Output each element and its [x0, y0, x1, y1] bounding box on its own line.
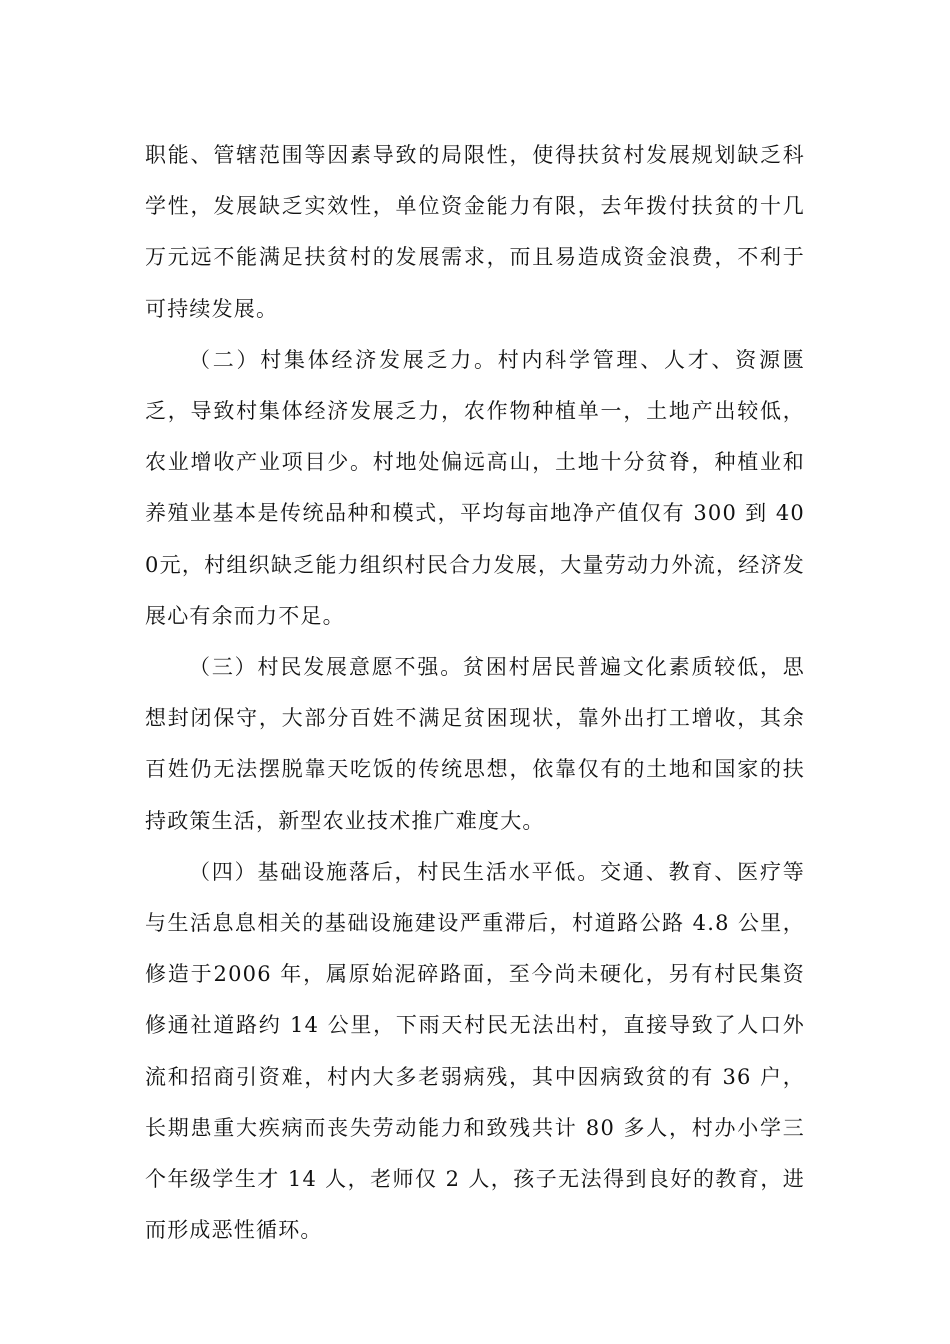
paragraph-continuation: 职能、管辖范围等因素导致的局限性，使得扶贫村发展规划缺乏科学性，发展缺乏实效性，单位资金能力有限，去年拨付扶贫的十几万元远不能满足扶贫村的发展需求，而且易造成资金浪费，不利于可持续发展。 — [145, 143, 805, 321]
document-body — [145, 130, 805, 1256]
paragraph-section-3: （三）村民发展意愿不强。贫困村居民普遍文化素质较低，思想封闭保守，大部分百姓不满足贫困现状，靠外出打工增收，其余百姓仍无法摆脱靠天吃饭的传统思想，依靠仅有的土地和国家的扶持政策生活，新型农业技术推广难度大。 — [145, 655, 805, 833]
paragraph-section-2: （二）村集体经济发展乏力。村内科学管理、人才、资源匮乏，导致村集体经济发展乏力，农作物种植单一，土地产出较低，农业增收产业项目少。村地处偏远高山，土地十分贫脊，种植业和养殖业基本是传统品种和模式，平均每亩地净产值仅有 300 到 400元，村组织缺乏能力组织村民合力发展，大量劳动力外流，经济发展心有余而力不足。 — [145, 347, 805, 628]
paragraph-section-4: （四）基础设施落后，村民生活水平低。交通、教育、医疗等与生活息息相关的基础设施建设严重滞后，村道路公路 4.8 公里，修造于2006 年，属原始泥碎路面，至今尚未硬化，另有村民集资修通社道路约 14 公里，下雨天村民无法出村，直接导致了人口外流和招商引资难，村内大多老弱病残，其中因病致贫的有 36 户，长期患重大疾病而丧失劳动能力和致残共计 80 多人，村办小学三个年级学生才 14 人，老师仅 2 人，孩子无法得到良好的教育，进而形成恶性循环。 — [145, 859, 805, 1243]
